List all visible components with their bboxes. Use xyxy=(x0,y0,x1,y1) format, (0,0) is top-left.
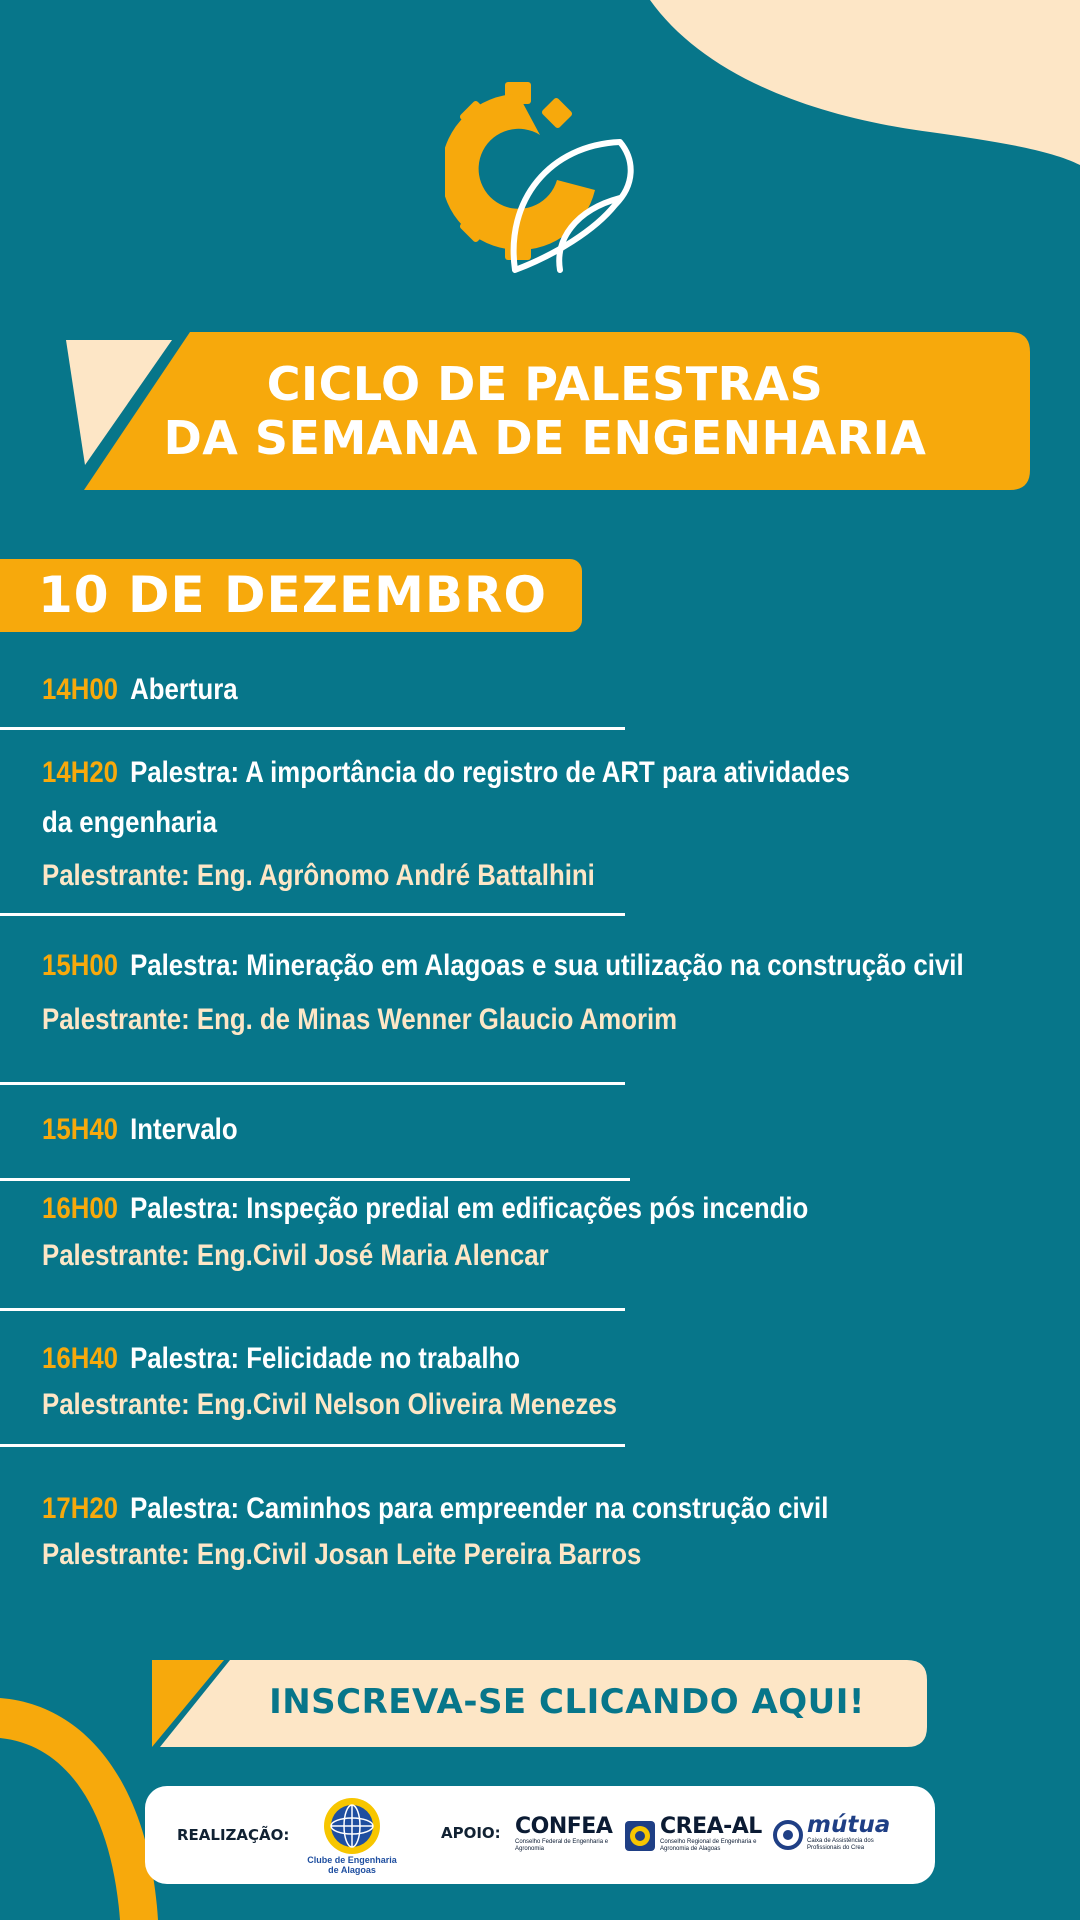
schedule-divider xyxy=(0,913,625,916)
register-button-label: INSCREVA-SE CLICANDO AQUI! xyxy=(269,1682,865,1722)
mutua-circle-icon xyxy=(773,1820,803,1850)
schedule-time: 16H40 xyxy=(42,1342,119,1375)
schedule-time: 15H40 xyxy=(42,1113,119,1146)
schedule-text: Palestra: A importância do registro de ART para atividades xyxy=(130,756,850,789)
globe-emblem-icon xyxy=(322,1796,382,1856)
schedule-divider xyxy=(0,1308,625,1311)
schedule-item-2-title xyxy=(42,756,850,790)
register-button[interactable] xyxy=(152,1660,927,1747)
crea-al-logo xyxy=(660,1814,762,1852)
crea-subtitle: Conselho Regional de Engenharia e Agronomia de Alagoas xyxy=(660,1839,757,1852)
schedule-time: 16H00 xyxy=(42,1192,119,1225)
schedule-time: 14H00 xyxy=(42,673,119,706)
schedule-speaker: Palestrante: Eng.Civil Josan Leite Pereira Barros xyxy=(42,1538,642,1571)
sponsors-card xyxy=(145,1786,935,1884)
orange-corner-arc xyxy=(0,1698,158,1920)
schedule-text: Palestra: Felicidade no trabalho xyxy=(130,1342,521,1375)
schedule-divider xyxy=(0,727,625,730)
schedule-divider xyxy=(0,1082,625,1085)
title-line-2: DA SEMANA DE ENGENHARIA xyxy=(163,411,927,465)
schedule-speaker: Palestrante: Eng. Agrônomo André Battalhini xyxy=(42,859,595,892)
schedule-speaker: Palestrante: Eng. de Minas Wenner Glaucio Amorim xyxy=(42,1003,678,1036)
confea-wordmark: CONFEA xyxy=(515,1814,613,1839)
crea-wordmark: CREA-AL xyxy=(660,1814,762,1839)
confea-logo xyxy=(515,1814,625,1852)
schedule-item-5-title xyxy=(42,1192,808,1226)
schedule-speaker: Palestrante: Eng.Civil José Maria Alencar xyxy=(42,1239,549,1272)
schedule-time: 17H20 xyxy=(42,1492,119,1525)
schedule-item-6-title xyxy=(42,1342,520,1376)
mutua-subtitle: Caixa de Assistência dos Profissionais do Crea xyxy=(807,1838,874,1851)
confea-subtitle: Conselho Federal de Engenharia e Agronomia xyxy=(515,1839,609,1852)
schedule-item-7-title xyxy=(42,1492,828,1526)
title-line-1: CICLO DE PALESTRAS xyxy=(266,357,824,411)
mutua-logo xyxy=(807,1812,907,1851)
crea-shield-icon xyxy=(624,1820,656,1852)
schedule-text: Abertura xyxy=(130,673,238,706)
schedule-text: Intervalo xyxy=(130,1113,238,1146)
clube-name xyxy=(297,1856,407,1876)
cream-corner-blob xyxy=(650,0,1080,165)
schedule-item-3-title xyxy=(42,949,964,983)
clube-name-line-2: de Alagoas xyxy=(328,1864,376,1875)
schedule-item-1-title xyxy=(42,673,238,707)
schedule-text: Palestra: Inspeção predial em edificações pós incendio xyxy=(130,1192,809,1225)
event-date: 10 DE DEZEMBRO xyxy=(38,566,547,624)
schedule-text: Palestra: Caminhos para empreender na construção civil xyxy=(130,1492,829,1525)
clube-name-line-1: Clube de Engenharia xyxy=(307,1855,397,1865)
schedule-speaker: Palestrante: Eng.Civil Nelson Oliveira Menezes xyxy=(42,1388,617,1421)
mutua-wordmark: mútua xyxy=(807,1812,891,1838)
schedule-item-4-title xyxy=(42,1113,238,1147)
schedule-time: 15H00 xyxy=(42,949,119,982)
gear-leaf-logo-icon xyxy=(445,80,655,280)
realizacao-label: REALIZAÇÃO: xyxy=(177,1826,290,1844)
schedule-divider xyxy=(0,1444,625,1447)
schedule-text: Palestra: Mineração em Alagoas e sua utilização na construção civil xyxy=(130,949,964,982)
schedule-text-continuation: da engenharia xyxy=(42,806,217,839)
schedule-time: 14H20 xyxy=(42,756,119,789)
apoio-label: APOIO: xyxy=(441,1824,501,1842)
schedule-divider xyxy=(0,1178,630,1181)
